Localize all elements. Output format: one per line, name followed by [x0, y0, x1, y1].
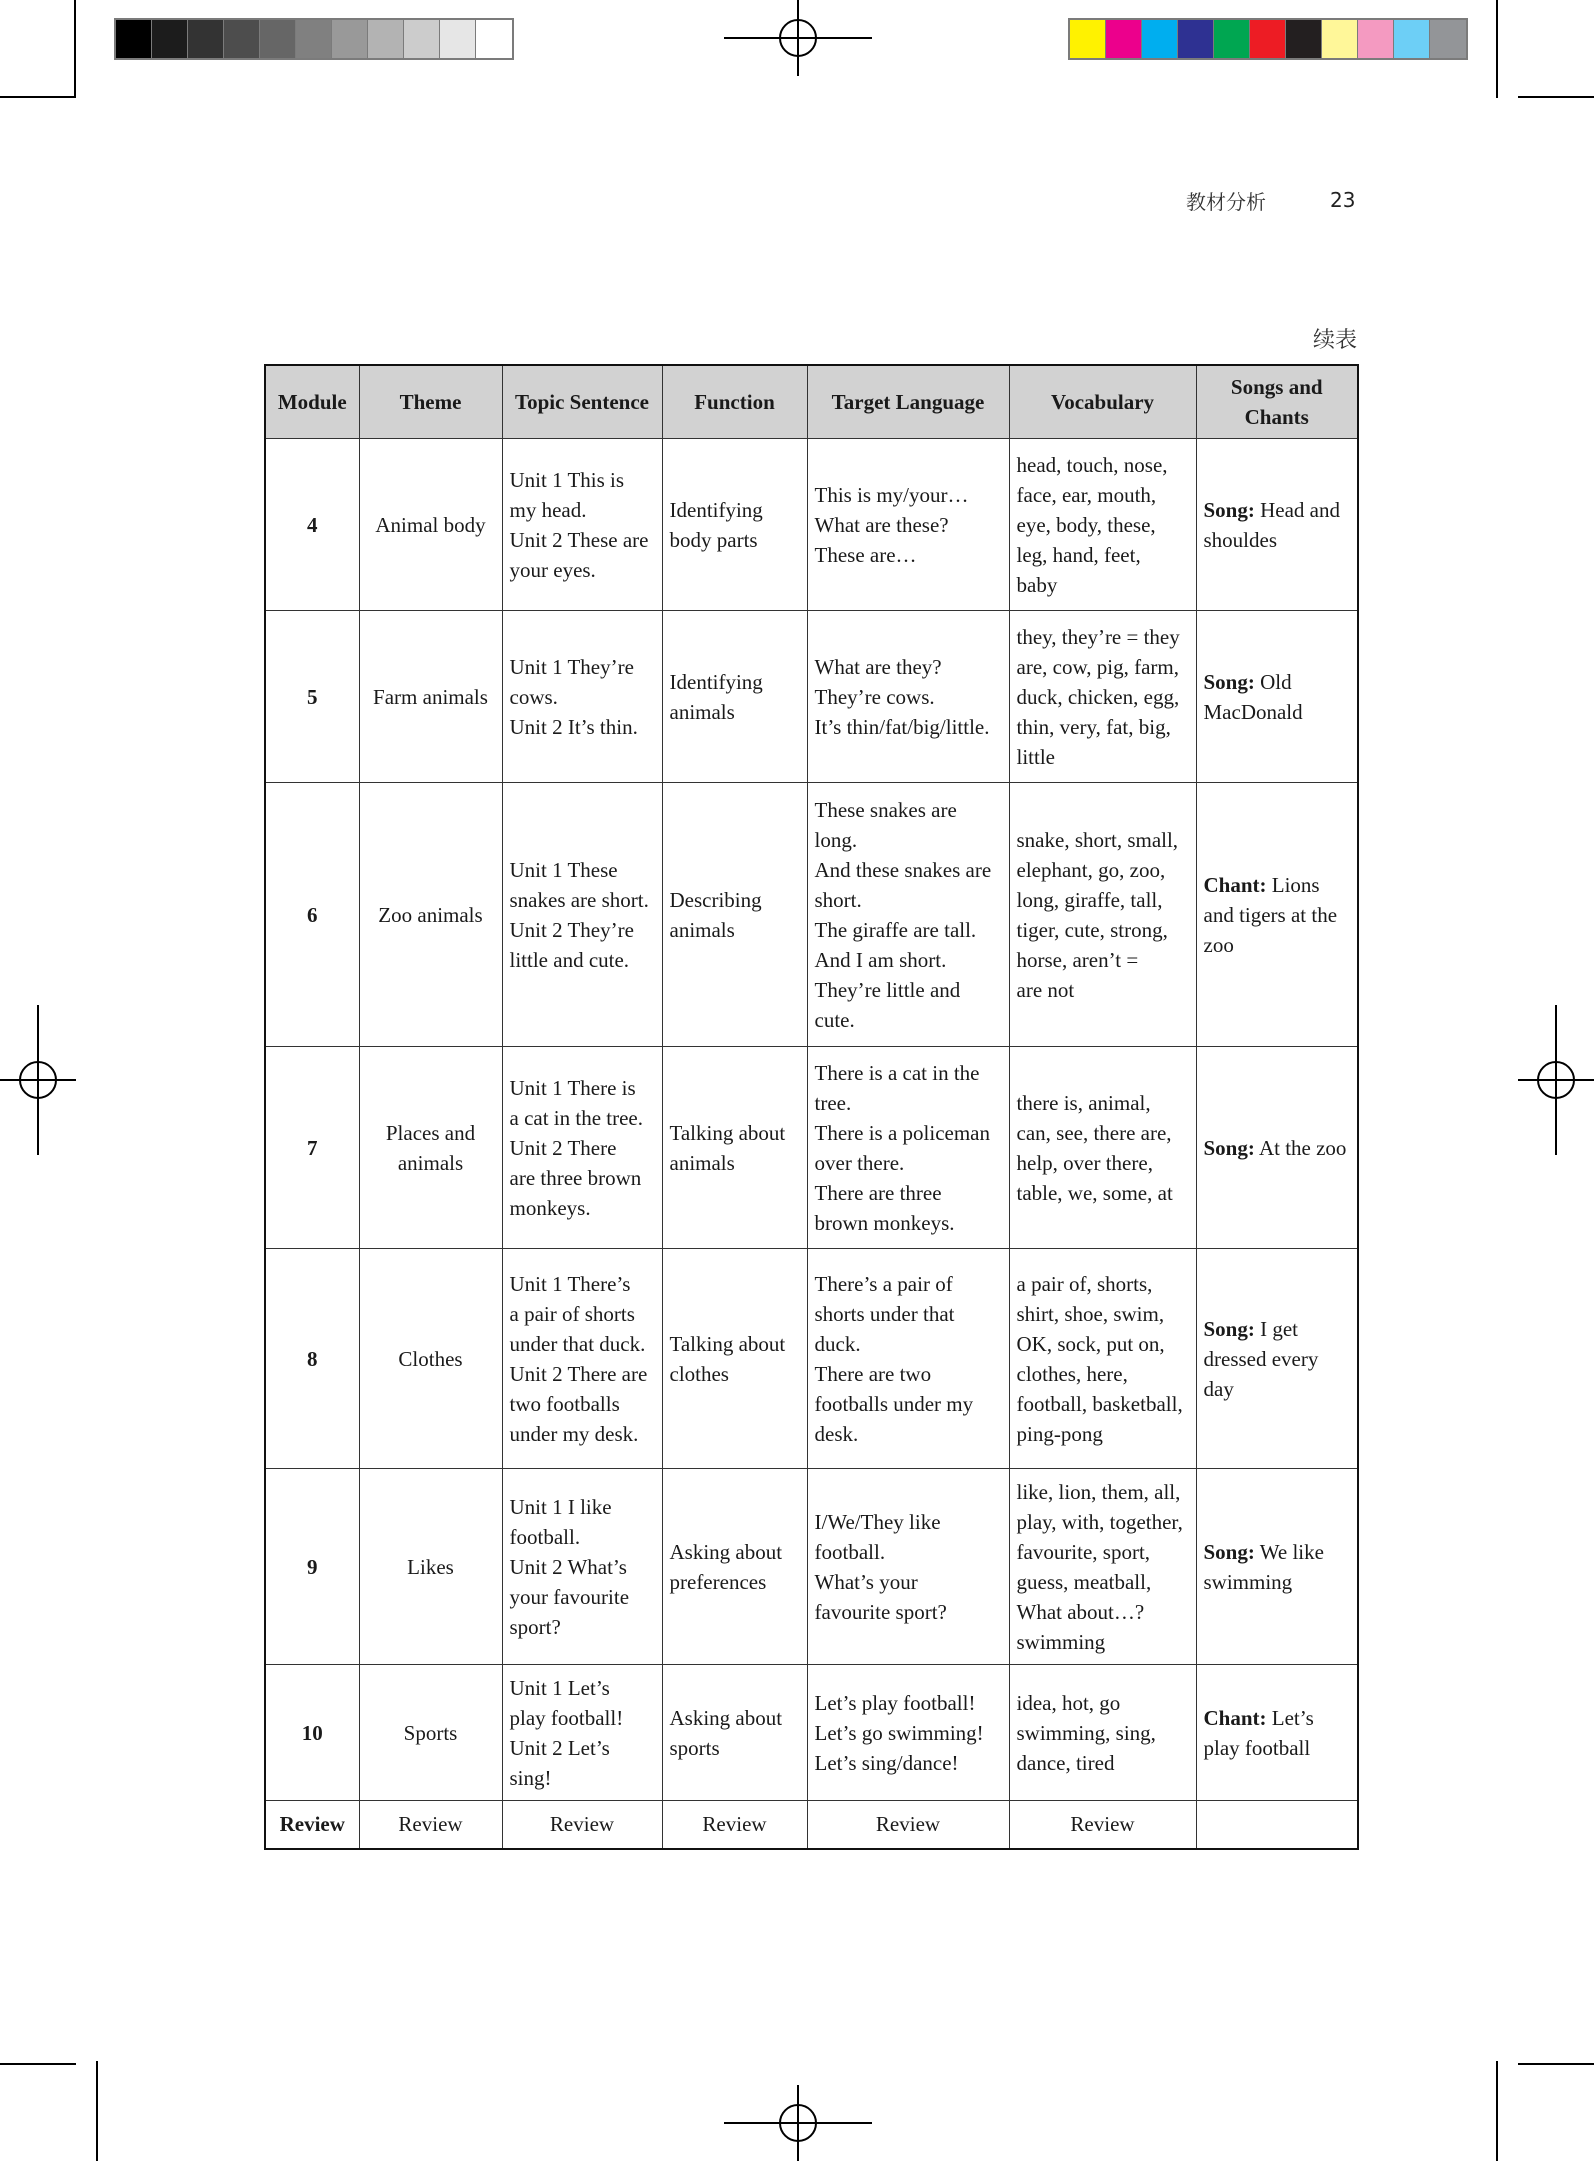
table-row — [265, 1469, 1358, 1665]
function-cell — [662, 1469, 807, 1665]
cell-line: football, basketball, — [1016, 1391, 1183, 1416]
cell-line: leg, hand, feet, — [1016, 542, 1141, 567]
cell-line: cows. — [509, 684, 558, 709]
cell-line: shirt, shoe, swim, — [1016, 1301, 1165, 1326]
song-type-label: Song: — [1203, 497, 1255, 522]
cell-line: Unit 1 This is — [509, 467, 625, 492]
color-swatch — [116, 20, 152, 58]
cell-line: swimming, sing, — [1016, 1720, 1156, 1745]
syllabus-table — [264, 364, 1359, 1850]
cell-line: What are these? — [814, 512, 949, 537]
table-row — [265, 1047, 1358, 1249]
column-header: Module — [265, 365, 359, 439]
cell-line: like, lion, them, all, — [1016, 1479, 1181, 1504]
cell-line: short. — [814, 887, 862, 912]
song-type-label: Song: — [1203, 669, 1255, 694]
cell-line: tree. — [814, 1090, 852, 1115]
function-cell — [662, 1249, 807, 1469]
registration-target-icon — [0, 1005, 76, 1155]
cell-line: dance, tired — [1016, 1750, 1115, 1775]
cell-line: There are two — [814, 1361, 932, 1386]
review-cell: Review — [359, 1801, 502, 1849]
function-cell — [662, 1665, 807, 1801]
registration-target-icon — [724, 2085, 872, 2161]
column-header: Theme — [359, 365, 502, 439]
color-swatch — [1178, 20, 1214, 58]
cell-line: body parts — [669, 527, 758, 552]
column-header: Topic Sentence — [502, 365, 662, 439]
process-color-bar — [1068, 18, 1468, 60]
cell-line: they, they’re = they — [1016, 624, 1180, 649]
function-cell — [662, 1047, 807, 1249]
cell-line: idea, hot, go — [1016, 1690, 1121, 1715]
cell-line: duck. — [814, 1331, 861, 1356]
cell-line: There’s a pair of — [814, 1271, 953, 1296]
cell-line: favourite sport? — [814, 1599, 947, 1624]
cell-line: What about…? — [1016, 1599, 1145, 1624]
songs-chants-cell — [1196, 1249, 1358, 1469]
cell-line: ping-pong — [1016, 1421, 1103, 1446]
cell-line: These are… — [814, 542, 917, 567]
table-row — [265, 611, 1358, 783]
color-swatch — [404, 20, 440, 58]
module-cell: 10 — [265, 1665, 359, 1801]
review-row — [265, 1801, 1358, 1849]
cell-line: What’s your — [814, 1569, 918, 1594]
review-cell: Review — [502, 1801, 662, 1849]
song-title: Head and shouldes — [1203, 497, 1346, 552]
color-swatch — [368, 20, 404, 58]
cell-line: Talking about — [669, 1120, 786, 1145]
cell-line: your eyes. — [509, 557, 596, 582]
topic-sentence-cell — [502, 1469, 662, 1665]
cell-line: Unit 1 Let’s — [509, 1675, 610, 1700]
cell-line: duck, chicken, egg, — [1016, 684, 1180, 709]
cell-line: my head. — [509, 497, 587, 522]
table-row — [265, 439, 1358, 611]
songs-chants-cell — [1196, 783, 1358, 1047]
target-language-cell — [807, 1249, 1009, 1469]
cell-line: a pair of, shorts, — [1016, 1271, 1153, 1296]
review-cell — [1196, 1801, 1358, 1849]
vocabulary-cell — [1009, 1469, 1196, 1665]
theme-cell: Farm animals — [359, 611, 502, 783]
cell-line: under my desk. — [509, 1421, 639, 1446]
cell-line: There is a policeman — [814, 1120, 991, 1145]
table-row — [265, 783, 1358, 1047]
vocabulary-cell — [1009, 783, 1196, 1047]
color-swatch — [476, 20, 512, 58]
song-type-label: Song: — [1203, 1135, 1255, 1160]
cell-line: There are three — [814, 1180, 942, 1205]
topic-sentence-cell — [502, 1047, 662, 1249]
cell-line: footballs under my — [814, 1391, 974, 1416]
cell-line: play football! — [509, 1705, 624, 1730]
theme-cell: Likes — [359, 1469, 502, 1665]
color-swatch — [1070, 20, 1106, 58]
theme-cell: Zoo animals — [359, 783, 502, 1047]
theme-cell: Clothes — [359, 1249, 502, 1469]
cell-line: preferences — [669, 1569, 767, 1594]
cell-line: Unit 1 I like — [509, 1494, 612, 1519]
color-swatch — [1250, 20, 1286, 58]
cell-line: Let’s go swimming! — [814, 1720, 984, 1745]
target-language-cell — [807, 439, 1009, 611]
function-cell — [662, 439, 807, 611]
column-header: Songs and Chants — [1196, 365, 1358, 439]
cell-line: Let’s play football! — [814, 1690, 976, 1715]
cell-line: favourite, sport, — [1016, 1539, 1151, 1564]
vocabulary-cell — [1009, 439, 1196, 611]
color-swatch — [1286, 20, 1322, 58]
module-cell: 9 — [265, 1469, 359, 1665]
cell-line: guess, meatball, — [1016, 1569, 1152, 1594]
cell-line: two footballs — [509, 1391, 620, 1416]
topic-sentence-cell — [502, 439, 662, 611]
song-title: We like swimming — [1203, 1539, 1330, 1594]
cell-line: Unit 2 What’s — [509, 1554, 627, 1579]
theme-cell: Places and animals — [359, 1047, 502, 1249]
cell-line: Unit 2 There are — [509, 1361, 648, 1386]
cell-line: Unit 2 It’s thin. — [509, 714, 638, 739]
cell-line: head, touch, nose, — [1016, 452, 1168, 477]
cell-line: Talking about — [669, 1331, 786, 1356]
cell-line: desk. — [814, 1421, 859, 1446]
theme-cell: Sports — [359, 1665, 502, 1801]
cell-line: monkeys. — [509, 1195, 591, 1220]
cell-line: I/We/They like — [814, 1509, 941, 1534]
cell-line: animals — [669, 917, 735, 942]
column-header: Vocabulary — [1009, 365, 1196, 439]
cell-line: sing! — [509, 1765, 552, 1790]
cell-line: snake, short, small, — [1016, 827, 1179, 852]
column-header: Function — [662, 365, 807, 439]
cell-line: can, see, there are, — [1016, 1120, 1172, 1145]
cell-line: Identifying — [669, 497, 763, 522]
cell-line: are, cow, pig, farm, — [1016, 654, 1179, 679]
function-cell — [662, 611, 807, 783]
song-type-label: Song: — [1203, 1316, 1255, 1341]
cell-line: under that duck. — [509, 1331, 646, 1356]
cell-line: little and cute. — [509, 947, 630, 972]
cell-line: horse, aren’t = — [1016, 947, 1139, 972]
cell-line: shorts under that — [814, 1301, 955, 1326]
cell-line: Unit 1 They’re — [509, 654, 634, 679]
module-cell: 7 — [265, 1047, 359, 1249]
cell-line: OK, sock, put on, — [1016, 1331, 1165, 1356]
cell-line: sports — [669, 1735, 720, 1760]
vocabulary-cell — [1009, 611, 1196, 783]
cell-line: snakes are short. — [509, 887, 649, 912]
continued-label: 续表 — [1312, 328, 1357, 353]
color-swatch — [260, 20, 296, 58]
cell-line: eye, body, these, — [1016, 512, 1156, 537]
cell-line: there is, animal, — [1016, 1090, 1151, 1115]
color-swatch — [1106, 20, 1142, 58]
cell-line: Describing — [669, 887, 762, 912]
cell-line: a pair of shorts — [509, 1301, 635, 1326]
color-swatch — [332, 20, 368, 58]
cell-line: Asking about — [669, 1539, 783, 1564]
target-language-cell — [807, 1665, 1009, 1801]
cell-line: over there. — [814, 1150, 905, 1175]
cell-line: Unit 1 There’s — [509, 1271, 631, 1296]
topic-sentence-cell — [502, 1249, 662, 1469]
table-row — [265, 1665, 1358, 1801]
song-title: I get dressed every day — [1203, 1316, 1324, 1401]
color-swatch — [296, 20, 332, 58]
cell-line: play, with, together, — [1016, 1509, 1183, 1534]
songs-chants-cell — [1196, 1665, 1358, 1801]
color-swatch — [440, 20, 476, 58]
cell-line: Let’s sing/dance! — [814, 1750, 959, 1775]
theme-cell: Animal body — [359, 439, 502, 611]
color-swatch — [152, 20, 188, 58]
column-header: Target Language — [807, 365, 1009, 439]
color-swatch — [224, 20, 260, 58]
cell-line: help, over there, — [1016, 1150, 1153, 1175]
review-cell: Review — [1009, 1801, 1196, 1849]
cell-line: And these snakes are — [814, 857, 992, 882]
target-language-cell — [807, 1469, 1009, 1665]
cell-line: These snakes are — [814, 797, 957, 822]
song-title: Let’s play football — [1203, 1705, 1320, 1760]
song-type-label: Chant: — [1203, 1705, 1267, 1730]
cell-line: And I am short. — [814, 947, 947, 972]
cell-line: football. — [509, 1524, 581, 1549]
cell-line: Unit 1 There is — [509, 1075, 636, 1100]
cell-line: elephant, go, zoo, — [1016, 857, 1166, 882]
songs-chants-cell — [1196, 611, 1358, 783]
section-title: 教材分析 — [1186, 190, 1266, 214]
target-language-cell — [807, 783, 1009, 1047]
topic-sentence-cell — [502, 783, 662, 1047]
vocabulary-cell — [1009, 1047, 1196, 1249]
cell-line: brown monkeys. — [814, 1210, 955, 1235]
cell-line: football. — [814, 1539, 886, 1564]
review-cell: Review — [807, 1801, 1009, 1849]
cell-line: Unit 2 They’re — [509, 917, 634, 942]
cell-line: are three brown — [509, 1165, 642, 1190]
song-title: Lions and tigers at the zoo — [1203, 872, 1343, 957]
cell-line: a cat in the tree. — [509, 1105, 644, 1130]
color-swatch — [1214, 20, 1250, 58]
songs-chants-cell — [1196, 439, 1358, 611]
cell-line: baby — [1016, 572, 1058, 597]
songs-chants-cell — [1196, 1469, 1358, 1665]
song-type-label: Song: — [1203, 1539, 1255, 1564]
function-cell — [662, 783, 807, 1047]
songs-chants-cell — [1196, 1047, 1358, 1249]
color-swatch — [1358, 20, 1394, 58]
color-swatch — [1394, 20, 1430, 58]
cell-line: There is a cat in the — [814, 1060, 980, 1085]
cell-line: Unit 1 These — [509, 857, 618, 882]
cell-line: They’re cows. — [814, 684, 935, 709]
cell-line: The giraffe are tall. — [814, 917, 977, 942]
color-swatch — [1142, 20, 1178, 58]
cell-line: thin, very, fat, big, — [1016, 714, 1171, 739]
cell-line: Unit 2 Let’s — [509, 1735, 610, 1760]
cell-line: tiger, cute, strong, — [1016, 917, 1168, 942]
cell-line: long. — [814, 827, 858, 852]
registration-target-icon — [1518, 1005, 1594, 1155]
cell-line: Unit 2 These are — [509, 527, 649, 552]
grayscale-color-bar — [114, 18, 514, 60]
table-row — [265, 1249, 1358, 1469]
color-swatch — [1430, 20, 1466, 58]
cell-line: your favourite — [509, 1584, 630, 1609]
module-cell: 5 — [265, 611, 359, 783]
cell-line: sport? — [509, 1614, 561, 1639]
song-title: At the zoo — [1254, 1135, 1347, 1160]
registration-target-icon — [724, 0, 872, 76]
target-language-cell — [807, 611, 1009, 783]
review-cell: Review — [265, 1801, 359, 1849]
cell-line: clothes, here, — [1016, 1361, 1128, 1386]
cell-line: face, ear, mouth, — [1016, 482, 1157, 507]
cell-line: What are they? — [814, 654, 942, 679]
module-cell: 4 — [265, 439, 359, 611]
topic-sentence-cell — [502, 611, 662, 783]
cell-line: swimming — [1016, 1629, 1106, 1654]
cell-line: Identifying — [669, 669, 763, 694]
cell-line: Asking about — [669, 1705, 783, 1730]
cell-line: cute. — [814, 1007, 855, 1032]
cell-line: little — [1016, 744, 1055, 769]
table-header-row — [265, 365, 1358, 439]
cell-line: They’re little and — [814, 977, 961, 1002]
cell-line: clothes — [669, 1361, 729, 1386]
cell-line: table, we, some, at — [1016, 1180, 1173, 1205]
vocabulary-cell — [1009, 1665, 1196, 1801]
song-type-label: Chant: — [1203, 872, 1267, 897]
vocabulary-cell — [1009, 1249, 1196, 1469]
cell-line: animals — [669, 699, 735, 724]
module-cell: 8 — [265, 1249, 359, 1469]
cell-line: are not — [1016, 977, 1075, 1002]
cell-line: animals — [669, 1150, 735, 1175]
table-body — [265, 439, 1358, 1849]
module-cell: 6 — [265, 783, 359, 1047]
song-title: Old MacDonald — [1203, 669, 1303, 724]
cell-line: This is my/your… — [814, 482, 969, 507]
review-cell: Review — [662, 1801, 807, 1849]
topic-sentence-cell — [502, 1665, 662, 1801]
color-swatch — [188, 20, 224, 58]
cell-line: It’s thin/fat/big/little. — [814, 714, 990, 739]
target-language-cell — [807, 1047, 1009, 1249]
cell-line: long, giraffe, tall, — [1016, 887, 1163, 912]
color-swatch — [1322, 20, 1358, 58]
page-number: 23 — [1330, 188, 1356, 212]
cell-line: Unit 2 There — [509, 1135, 617, 1160]
